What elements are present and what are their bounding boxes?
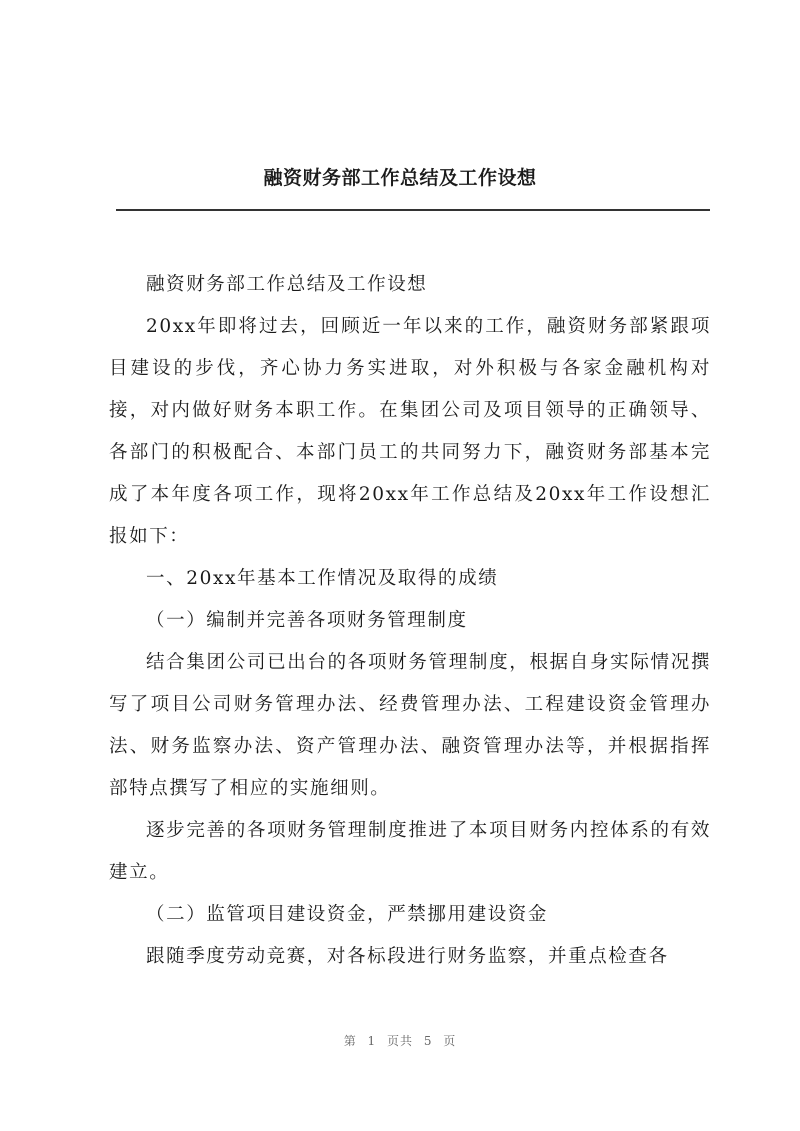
body-paragraph: 逐步完善的各项财务管理制度推进了本项目财务内控体系的有效建立。 bbox=[109, 820, 711, 883]
document-body bbox=[109, 264, 711, 978]
body-paragraph: 20xx年即将过去，回顾近一年以来的工作，融资财务部紧跟项目建设的步伐，齐心协力务实进取，对外积极与各家金融机构对接，对内做好财务本职工作。在集团公司及项目领导的正确领导、各部门的积极配合、本部门员工的共同努力下，融资财务部基本完成了本年度各项工作，现将20xx年工作总结及20xx年工作设想汇报如下： bbox=[109, 316, 711, 547]
subsection-heading: （二）监管项目建设资金，严禁挪用建设资金 bbox=[146, 904, 549, 925]
title-divider bbox=[116, 209, 710, 211]
body-paragraph: 跟随季度劳动竞赛，对各标段进行财务监察，并重点检查各 bbox=[146, 946, 669, 967]
page-number-footer: 第 1 页共 5 页 bbox=[343, 1034, 457, 1048]
section-heading: 一、20xx年基本工作情况及取得的成绩 bbox=[146, 568, 499, 589]
body-paragraph: 结合集团公司已出台的各项财务管理制度，根据自身实际情况撰写了项目公司财务管理办法、经费管理办法、工程建设资金管理办法、财务监察办法、资产管理办法、融资管理办法等，并根据指挥部特点撰写了相应的实施细则。 bbox=[109, 652, 711, 799]
subsection-heading: （一）编制并完善各项财务管理制度 bbox=[146, 610, 468, 631]
document-title: 融资财务部工作总结及工作设想 bbox=[263, 167, 537, 189]
body-paragraph: 融资财务部工作总结及工作设想 bbox=[146, 274, 428, 295]
